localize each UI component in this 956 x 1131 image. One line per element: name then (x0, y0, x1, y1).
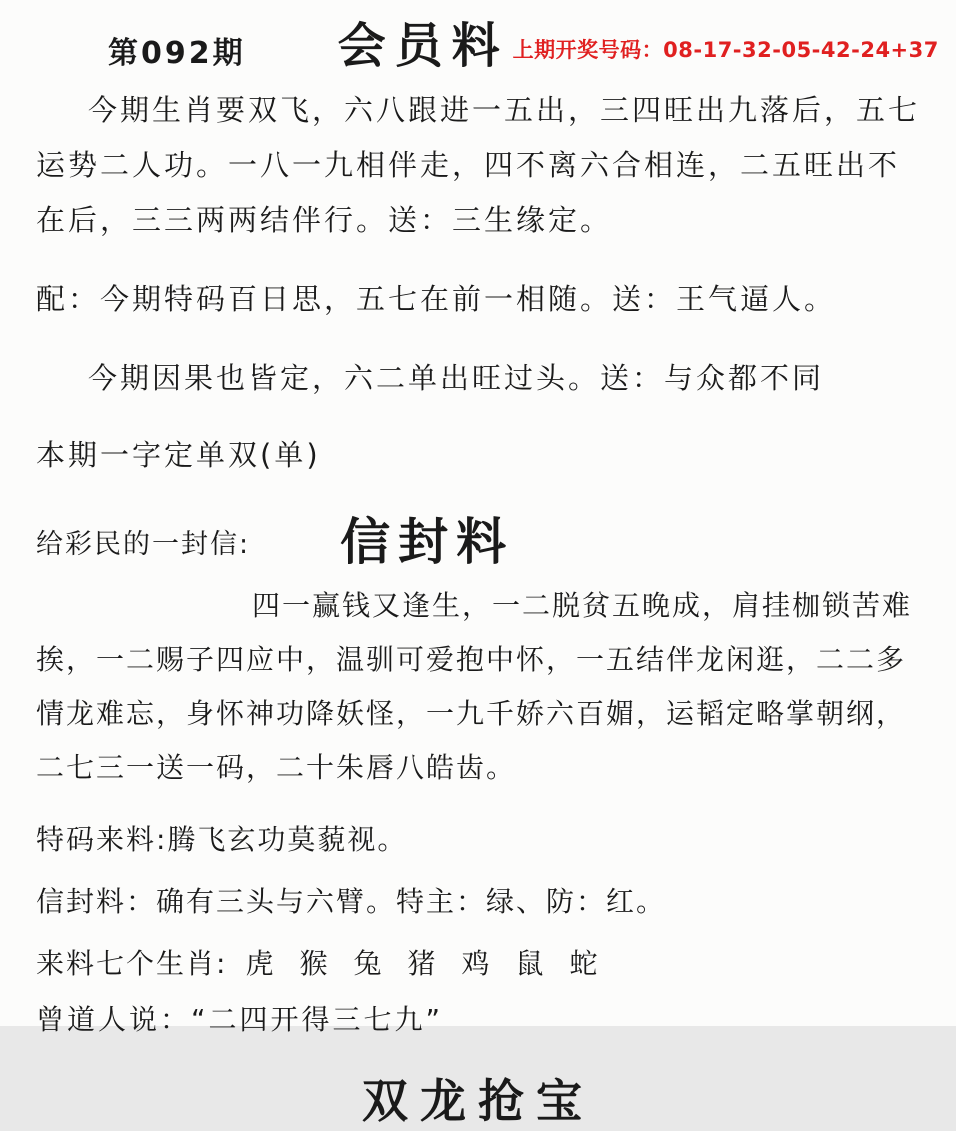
content (0, 83, 956, 1131)
zodiac-verse-paragraph: 今期生肖要双飞，六八跟进一五出，三四旺出九落后，五七运势二人功。一八一九相伴走，四不离六合相连，二五旺出不在后，三三两两结伴行。送：三生缘定。 (36, 92, 921, 237)
zodiac-item: 兔 (353, 946, 384, 980)
zodiac-item: 鼠 (515, 946, 546, 980)
page-title: 会员料 (337, 18, 509, 74)
last-draw-label: 上期开奖号码： (512, 38, 664, 62)
pair-hint-line: 配：今期特码百日思，五七在前一相随。送：王气逼人。 (36, 281, 837, 316)
last-draw-result (513, 34, 939, 64)
zodiac-list (245, 947, 599, 981)
zodiac-item: 鸡 (461, 946, 492, 980)
footer-title: 双龙抢宝 (362, 1073, 594, 1128)
letter-title: 信封料 (340, 512, 515, 571)
odd-even-line: 本期一字定单双(单) (36, 437, 321, 472)
zodiac-row (36, 947, 920, 981)
special-code-line: 特码来料:腾飞玄功莫藐视。 (36, 822, 408, 856)
quote-line: 曾道人说：“二四开得三七九” (36, 1002, 444, 1036)
letter-intro: 给彩民的一封信: (36, 529, 251, 561)
karma-hint-line: 今期因果也皆定，六二单出旺过头。送：与众都不同 (88, 360, 825, 395)
envelope-hint-line: 信封料：确有三头与六臂。特主：绿、防：红。 (36, 884, 667, 918)
letter-header (36, 512, 920, 571)
header (0, 0, 956, 73)
zodiac-label: 来料七个生肖: (36, 946, 228, 980)
zodiac-item: 虎 (245, 946, 276, 980)
zodiac-item: 猴 (299, 946, 330, 980)
zodiac-item: 蛇 (569, 946, 600, 980)
letter-poem: 四一赢钱又逢生，一二脱贫五晚成，肩挂枷锁苦难挨，一二赐子四应中，温驯可爱抱中怀，一五结伴龙闲逛，二二多情龙难忘，身怀神功降妖怪，一九千娇六百媚，运韬定略掌朝纲，二七三一送一码，二十朱唇八皓齿。 (36, 588, 913, 784)
issue-number: 第092期 (108, 36, 246, 71)
last-draw-numbers: 08-17-32-05-42-24+37 (663, 38, 939, 62)
zodiac-item: 猪 (407, 946, 438, 980)
